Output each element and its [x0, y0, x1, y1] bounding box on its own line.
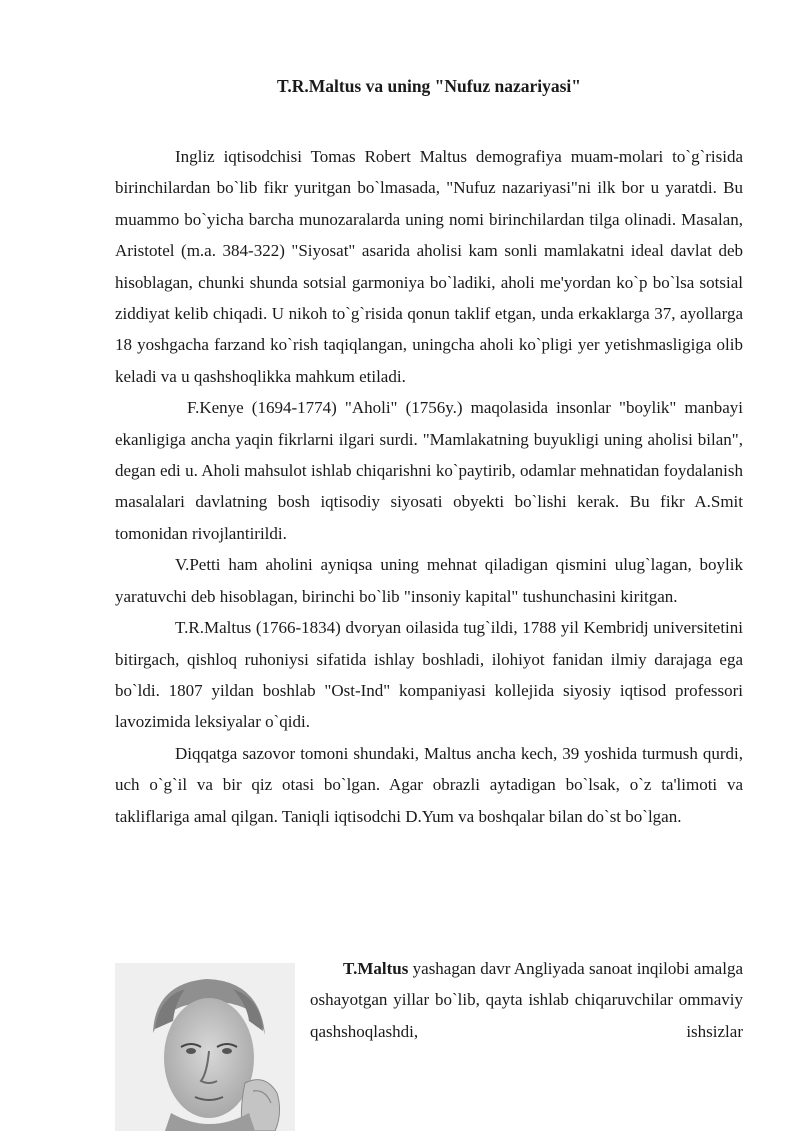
paragraph-maltus-biography: T.R.Maltus (1766-1834) dvoryan oilasida tug`ildi, 1788 yil Kembridj universitetini bitirgach, qishloq ruhoniysi sifatida ishlay boshladi, ilohiyot fanidan ilmiy darajaga ega bo`ldi. 1807 yildan boshlab "Ost-Ind" kompaniyasi kollejida siyosiy iqtisod professori lavozimida leksiyalar o`qidi. — [115, 618, 743, 732]
maltus-portrait-image — [115, 963, 295, 1131]
paragraph-kenye: F.Kenye (1694-1774) "Aholi" (1756y.) maqolasida insonlar "boylik" manbayi ekanligiga ancha yaqin fikrlarni ilgari surdi. "Mamlakatning buyukligi uning aholisi bilan", degan edi u. Aholi mahsulot ishlab chiqarishni ko`paytirib, odamlar mehnatidan foydalanish masalalari davlatning bosh iqtisodiy siyosati obyekti bo`lishi kerak. Bu fikr A.Smit tomonidan rivojlantirildi. — [115, 398, 743, 543]
document-title: T.R.Maltus va uning "Nufuz nazariyasi" — [276, 76, 581, 96]
portrait-section — [115, 953, 743, 1131]
paragraph-maltus-era — [310, 953, 743, 1047]
paragraph-maltus-family: Diqqatga sazovor tomoni shundaki, Maltus ancha kech, 39 yoshida turmush qurdi, uch o`g`il va bir qiz otasi bo`lgan. Agar obrazli aytadigan bo`lsak, o`z ta'limoti va takliflariga amal qilgan. Taniqli iqtisodchi D.Yum va boshqalar bilan do`st bo`lgan. — [115, 743, 743, 826]
paragraph-petti: V.Petti ham aholini ayniqsa uning mehnat qiladigan qismini ulug`lagan, boylik yaratuvchi deb hisoblagan, birinchi bo`lib "insoniy kapital" tushunchasini kiritgan. — [115, 555, 743, 606]
maltus-name-bold: T.Maltus — [343, 959, 409, 978]
paragraph-intro: Ingliz iqtisodchisi Tomas Robert Maltus demografiya muam-molari to`g`risida birinchilardan bo`lib fikr yuritgan bo`lmasada, "Nufuz nazariyasi"ni ilk bor u yaratdi. Bu muammo bo`yicha barcha munozaralarda uning nomi birinchilardan tilga olinadi. Masalan, Aristotel (m.a. 384-322) "Siyosat" asarida aholisi kam sonli mamlakatni ideal davlat deb hisoblagan, chunki shunda sotsial garmoniya bo`ladiki, aholi me'yordan ko`p bo`lsa sotsial ziddiyat kelib chiqadi. U nikoh to`g`risida qonun taklif etgan, unda erkaklarga 37, ayollarga 18 yoshgacha farzand ko`rish taqiqlangan, uningcha aholi ko`pligi yer yetishmasligiga olib keladi va u qashshoqlikka mahkum etiladi. — [115, 147, 743, 386]
document-body — [115, 141, 743, 832]
paragraph-maltus-era-text: yashagan davr Angliyada sanoat inqilobi amalga oshayotgan yillar bo`lib, qayta ishlab chiqaruvchilar ommaviy qashshoqlashdi, ishsizlar — [310, 959, 743, 1041]
